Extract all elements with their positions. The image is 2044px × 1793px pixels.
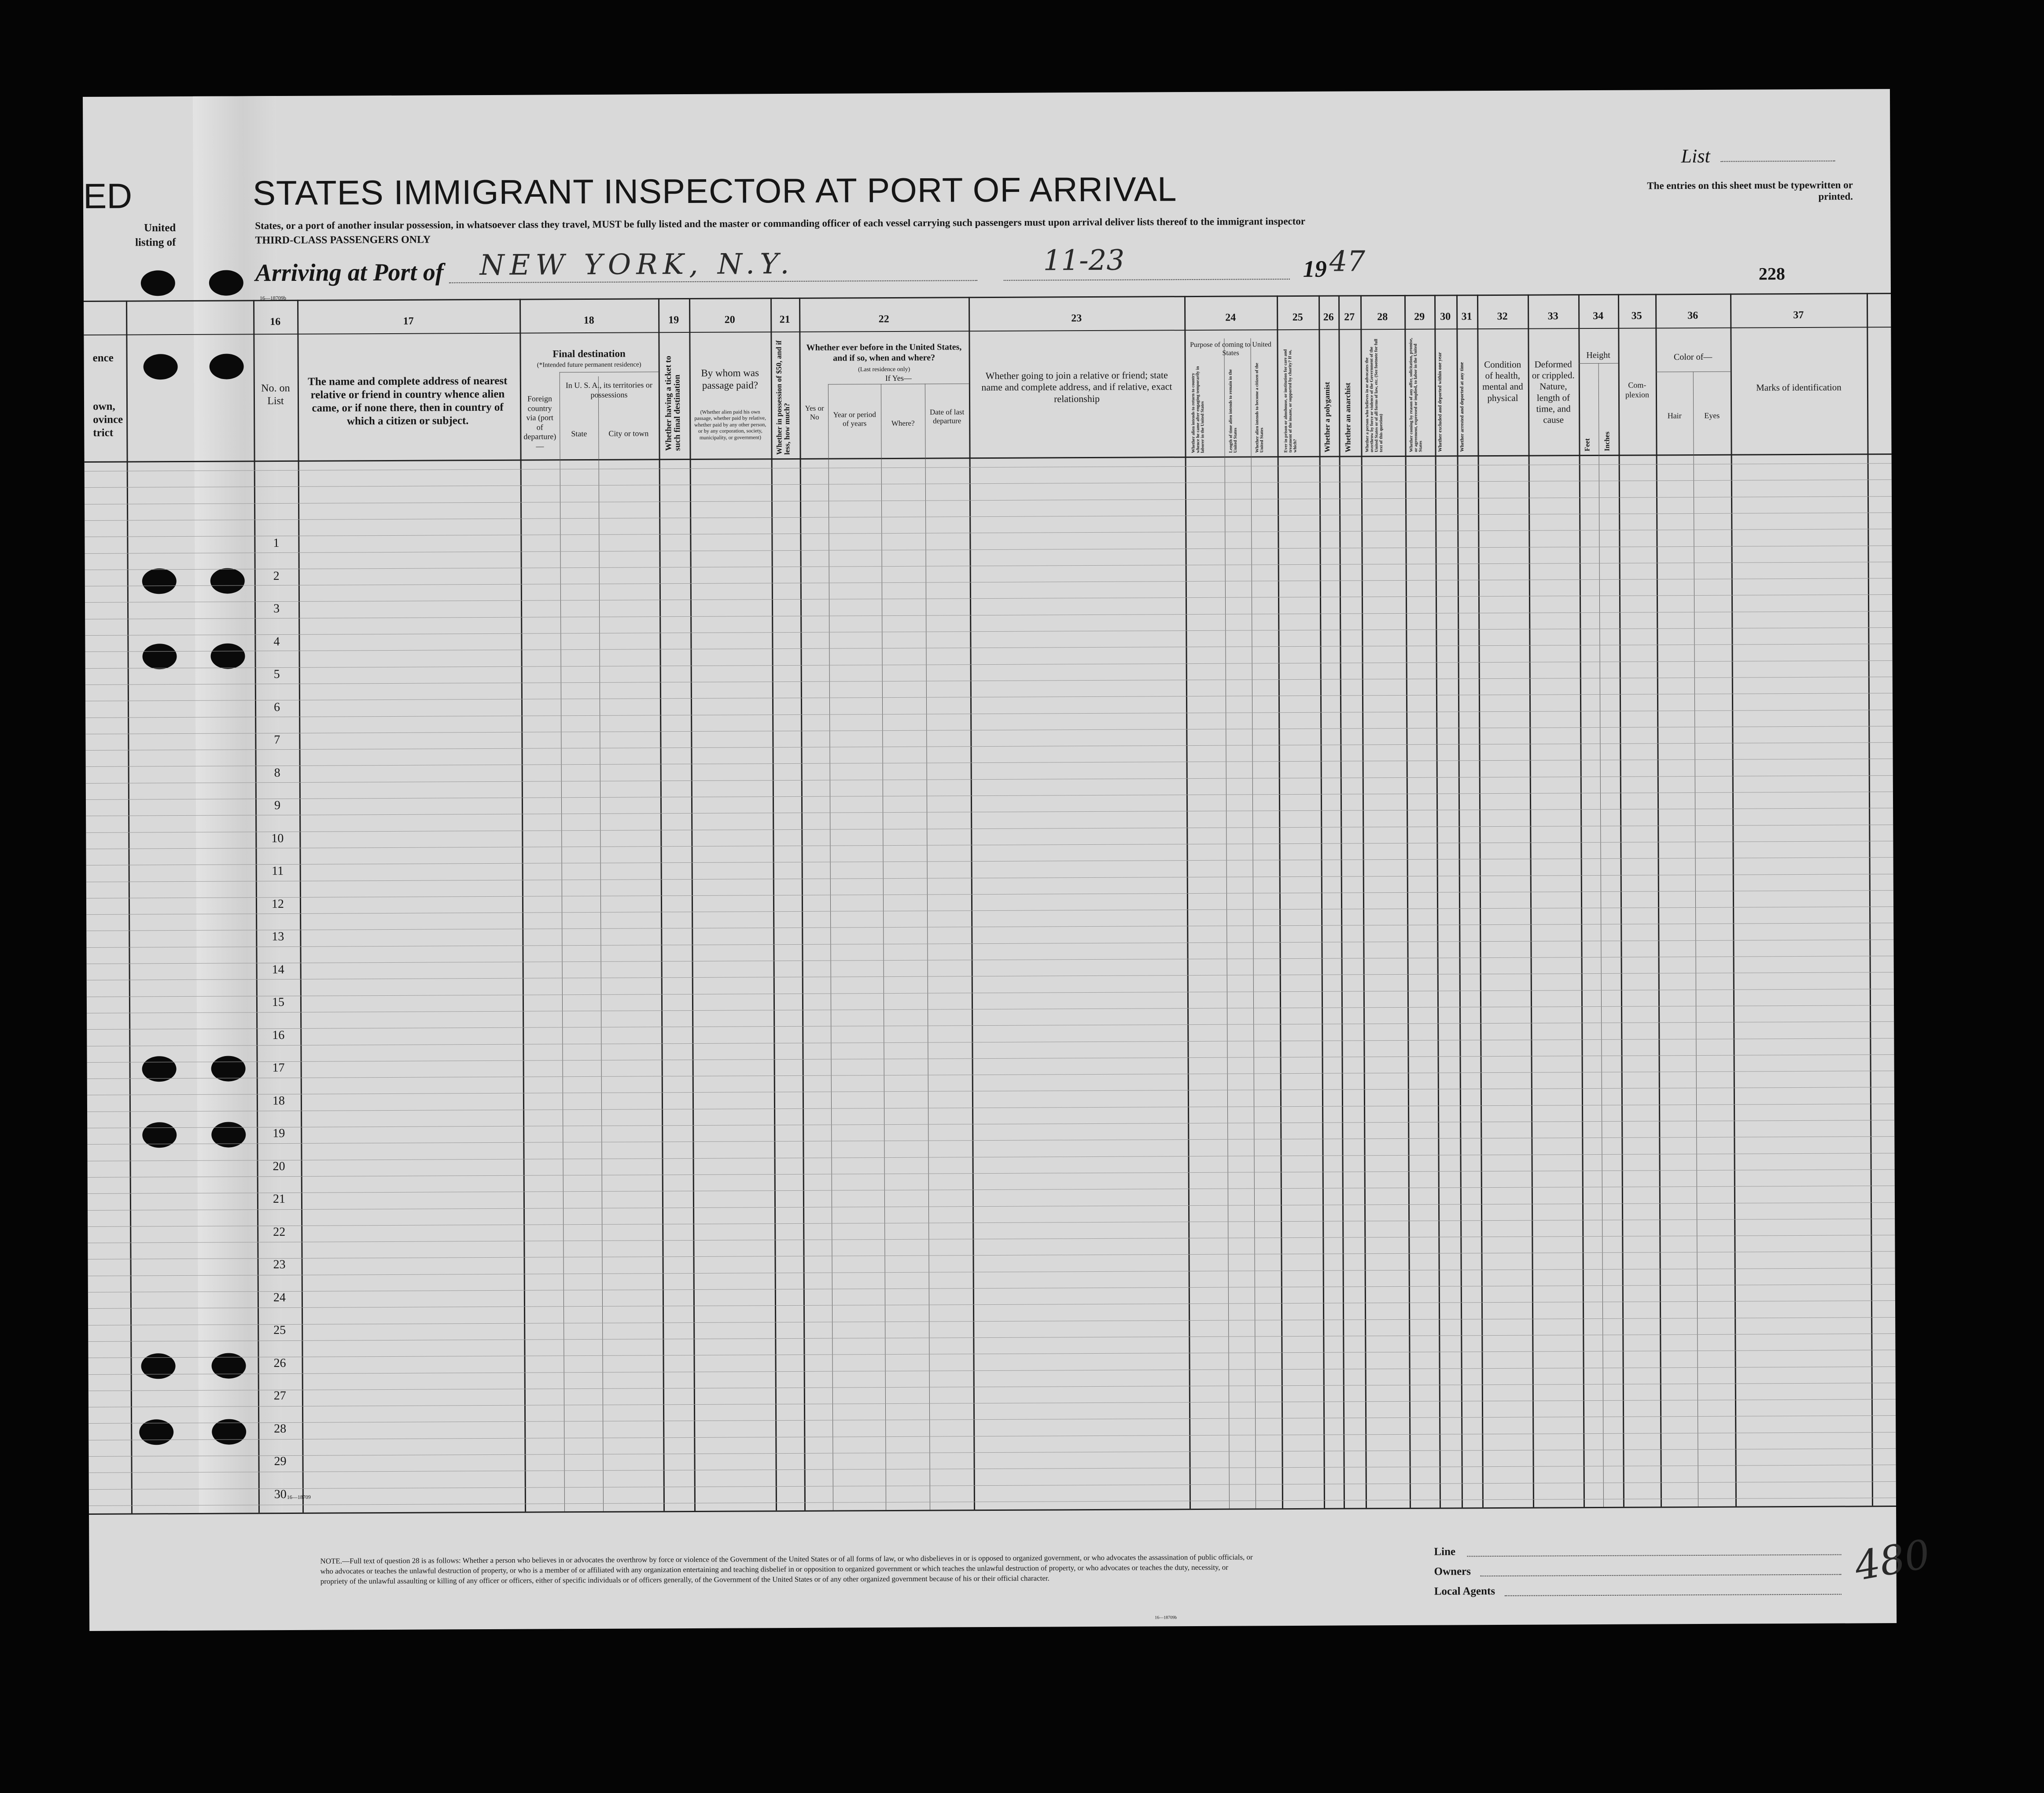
header-arrested: Whether arrested and deported at any time bbox=[1459, 362, 1465, 452]
ruling-line bbox=[86, 775, 1893, 784]
header-excluded: Whether excluded and deported within one year bbox=[1437, 352, 1443, 452]
column-number: 27 bbox=[1344, 311, 1355, 323]
row-number: 22 bbox=[273, 1225, 286, 1239]
ruling-line bbox=[85, 463, 1892, 471]
header-offer-labor: Whether coming by reason of any offer, solicitation, promise, or agreement, expressed or implied, to labor in the United States bbox=[1408, 338, 1423, 452]
header-anarchist: Whether an anarchist bbox=[1343, 383, 1352, 453]
instruction-text: The entries on this sheet must be typewritten or printed. bbox=[1647, 179, 1853, 202]
left-line-2: listing of bbox=[135, 236, 176, 249]
header-purpose-c: Whether alien intends to become a citizen of the United States bbox=[1254, 363, 1265, 453]
left-column-fragment: ence bbox=[92, 352, 114, 364]
ruling-line bbox=[85, 545, 1892, 554]
row-number: 18 bbox=[272, 1093, 285, 1108]
header-deformed: Deformed or crippled. Nature, length of time, and cause bbox=[1532, 359, 1575, 425]
column-number: 22 bbox=[878, 313, 889, 325]
column-number: 16 bbox=[270, 316, 281, 328]
ruling-line bbox=[87, 1038, 1894, 1046]
ruling-line bbox=[88, 1186, 1895, 1194]
row-number: 29 bbox=[274, 1454, 287, 1469]
column-number: 26 bbox=[1323, 311, 1334, 323]
header-purpose-a: Whether alien intends to return to country whence he came after engaging temporarily in laborer in the United States bbox=[1190, 366, 1205, 453]
ruling-line bbox=[85, 726, 1893, 734]
row-number: 20 bbox=[273, 1159, 285, 1173]
header-feet: Feet bbox=[1584, 438, 1591, 452]
header-possession-50: Whether in possession of $50, and if less, how much? bbox=[774, 340, 792, 455]
header-overthrow: Whether a person who believes in or advocates the overthrow by force or violence of the Government of the United States or of all forms of law, etc. (See footnote for full text of this question) bbox=[1364, 339, 1384, 453]
list-label: List bbox=[1681, 145, 1710, 167]
ruling-line bbox=[88, 1415, 1896, 1424]
header-health: Condition of health, mental and physical bbox=[1482, 359, 1523, 403]
ruling-line bbox=[87, 972, 1894, 980]
header-complexion: Com-plexion bbox=[1625, 380, 1650, 399]
column-number: 31 bbox=[1461, 311, 1472, 323]
page-title: STATES IMMIGRANT INSPECTOR AT PORT OF ARRIVAL bbox=[252, 169, 1177, 213]
ruling-line bbox=[86, 857, 1893, 865]
header-join-relative: Whether going to join a relative or friend; state name and complete address, and if relative, exact relationship bbox=[981, 369, 1172, 405]
ruling-line bbox=[85, 496, 1892, 504]
header-ever-before-sub: (Last residence only) bbox=[858, 366, 910, 373]
ruling-line bbox=[86, 808, 1893, 816]
left-column-fragment-3: ovince bbox=[93, 413, 123, 426]
row-number: 5 bbox=[273, 667, 280, 681]
row-number: 30 bbox=[274, 1487, 287, 1501]
header-no-on-list: No. on List bbox=[261, 382, 290, 407]
row-number: 15 bbox=[272, 995, 285, 1009]
header-ticket: Whether having a ticket to such final destination bbox=[663, 356, 682, 451]
row-number: 24 bbox=[273, 1290, 286, 1304]
header-eyes: Eyes bbox=[1704, 411, 1720, 420]
left-column-fragment-2: own, bbox=[93, 400, 115, 412]
manifest-sheet bbox=[83, 89, 1934, 1631]
ruling-line bbox=[88, 1284, 1895, 1292]
header-purpose: Purpose of coming to United States bbox=[1190, 341, 1271, 357]
ruling-line bbox=[88, 1251, 1895, 1259]
ruling-line bbox=[86, 758, 1893, 767]
column-number: 20 bbox=[724, 314, 735, 326]
form-code-top: 16—18709b bbox=[259, 295, 287, 302]
header-final-destination: Final destination bbox=[552, 348, 626, 360]
row-number: 23 bbox=[273, 1258, 286, 1272]
ruling-line bbox=[88, 1399, 1896, 1407]
column-number: 37 bbox=[1793, 309, 1804, 321]
row-number: 6 bbox=[273, 700, 280, 714]
ruling-line bbox=[85, 644, 1892, 652]
ruling-line bbox=[85, 479, 1892, 488]
row-number: 1 bbox=[273, 536, 280, 550]
sheet-number: 228 bbox=[1758, 264, 1785, 284]
ruling-line bbox=[85, 742, 1893, 751]
column-number: 29 bbox=[1414, 311, 1425, 323]
column-number: 23 bbox=[1071, 313, 1082, 324]
owners-label: Owners bbox=[1434, 1565, 1471, 1578]
ruling-line bbox=[87, 1136, 1894, 1145]
row-number: 12 bbox=[271, 897, 284, 911]
header-state: State bbox=[571, 429, 587, 438]
header-passage-paid: By whom was passage paid? bbox=[701, 367, 759, 391]
column-number: 18 bbox=[583, 314, 594, 327]
header-foreign-country: Foreign country via (port of departure)— bbox=[523, 394, 556, 451]
header-in-usa: In U. S. A., its territories or possessions bbox=[565, 380, 652, 399]
ruling-line bbox=[88, 1300, 1895, 1309]
header-color: Color of— bbox=[1673, 352, 1713, 362]
ruling-line bbox=[87, 1005, 1894, 1013]
header-height: Height bbox=[1586, 350, 1610, 361]
column-number: 35 bbox=[1631, 310, 1642, 322]
line-label: Line bbox=[1434, 1546, 1456, 1558]
header-nearest-relative: The name and complete address of nearest relative or friend in country whence alien came, or if none there, then in country of which a citizen or subject. bbox=[308, 375, 508, 427]
ruling-line bbox=[86, 825, 1893, 833]
ruling-line bbox=[85, 562, 1892, 570]
ruling-line bbox=[87, 956, 1894, 964]
row-number: 28 bbox=[274, 1421, 287, 1436]
ruling-line bbox=[85, 512, 1892, 521]
row-number: 16 bbox=[272, 1028, 285, 1042]
header-date-departure: Date of last departure bbox=[929, 408, 965, 425]
ruling-line bbox=[86, 841, 1893, 849]
header-inches: Inches bbox=[1603, 431, 1611, 451]
ruling-line bbox=[87, 1071, 1894, 1079]
ruling-line bbox=[85, 627, 1892, 636]
footnote-code: 16—18709b bbox=[1155, 1615, 1177, 1620]
ruling-line bbox=[87, 1087, 1894, 1095]
header-if-yes: If Yes— bbox=[885, 373, 912, 383]
column-number: 25 bbox=[1292, 311, 1303, 324]
column-number: 34 bbox=[1593, 310, 1604, 322]
manifest-rows bbox=[83, 89, 1897, 1631]
ruling-line bbox=[85, 594, 1892, 603]
header-prison: Ever in prison or almshouse, or institution for care and treatment of the insane, or supported by charity? If so, which? bbox=[1283, 349, 1298, 453]
year-prefix: 19 bbox=[1303, 255, 1327, 282]
row-number: 2 bbox=[273, 569, 280, 583]
arriving-label: Arriving at Port of bbox=[255, 258, 444, 287]
header-yes-no: Yes or No bbox=[805, 404, 824, 422]
ruling-line bbox=[86, 792, 1893, 800]
header-final-destination-sub: (*Intended future permanent residence) bbox=[537, 361, 641, 369]
ruling-line bbox=[85, 693, 1893, 701]
row-number: 8 bbox=[274, 766, 280, 780]
ruling-line bbox=[88, 1448, 1896, 1457]
year-value: 47 bbox=[1329, 245, 1366, 278]
handwritten-number: 480 bbox=[1851, 1531, 1934, 1590]
header-where: Where? bbox=[891, 419, 915, 427]
ruling-line bbox=[85, 710, 1893, 718]
header-purpose-b: Length of time alien intends to remain in the United States bbox=[1228, 369, 1238, 453]
row-number: 25 bbox=[273, 1323, 286, 1337]
ruling-line bbox=[88, 1268, 1895, 1276]
ruling-line bbox=[85, 529, 1892, 537]
ruling-line bbox=[87, 1104, 1894, 1112]
ruling-line bbox=[88, 1350, 1895, 1358]
local-agents-label: Local Agents bbox=[1434, 1585, 1495, 1598]
ruling-line bbox=[87, 989, 1894, 997]
ruling-line bbox=[85, 660, 1893, 669]
row-number: 10 bbox=[271, 831, 284, 845]
passenger-class: THIRD-CLASS PASSENGERS ONLY bbox=[255, 234, 431, 247]
ruling-line bbox=[85, 611, 1892, 619]
header-marks: Marks of identification bbox=[1756, 382, 1841, 393]
port-value: NEW YORK, N.Y. bbox=[479, 247, 795, 282]
ruling-line bbox=[85, 677, 1893, 685]
ruling-line bbox=[88, 1202, 1895, 1211]
ruling-line bbox=[89, 1498, 1896, 1506]
ruling-line bbox=[88, 1333, 1895, 1342]
row-number: 11 bbox=[272, 864, 284, 878]
row-number: 26 bbox=[273, 1356, 286, 1370]
row-number: 9 bbox=[274, 799, 281, 813]
column-number: 36 bbox=[1687, 309, 1698, 322]
ruling-line bbox=[88, 1383, 1896, 1391]
column-number: 17 bbox=[403, 315, 414, 327]
column-number: 28 bbox=[1377, 311, 1388, 323]
row-number: 13 bbox=[272, 930, 284, 944]
ruling-line bbox=[86, 890, 1893, 898]
ruling-line bbox=[86, 906, 1893, 915]
footnote: NOTE.—Full text of question 28 is as follows: Whether a person who believes in or advocates the overthrow by force or violence of the Government of the United States or of all forms of law, or who disbelieves in or is opposed to organized government, or who advocates the assassination of public officials, or who advocates or teaches the unlawful destruction of property, or who is a member of or affiliated with any organization entertaining and teaching disbelief in or opposition to organized government or which teaches the unlawful destruction of property, or who advocates or teaches the duty, necessity, or propriety of the unlawful assaulting or killing of any officer or officers, either of specific individuals or of officers generally, of the Government of the United States or of any other organized government because of his or their official character. bbox=[320, 1553, 1253, 1586]
header-ever-before: Whether ever before in the United States, and if so, when and where? bbox=[806, 342, 962, 363]
ruling-line bbox=[88, 1432, 1896, 1440]
header-year: Year or period of years bbox=[833, 410, 876, 428]
header-city: City or town bbox=[608, 429, 649, 438]
row-number: 17 bbox=[272, 1061, 285, 1075]
row-number: 27 bbox=[273, 1389, 286, 1403]
column-number: 30 bbox=[1440, 311, 1451, 323]
row-number: 19 bbox=[273, 1127, 285, 1141]
ruling-line bbox=[88, 1169, 1895, 1178]
page-subtitle: States, or a port of another insular possession, in whatsoever class they travel, MUST be fully listed and the master or commanding officer of each vessel carrying such passengers must upon arrival deliver lists thereof to the immigrant inspector bbox=[255, 215, 1306, 232]
ruling-line bbox=[86, 923, 1893, 931]
left-title-fragment: ED bbox=[83, 176, 133, 216]
row-number: 21 bbox=[273, 1192, 285, 1206]
column-number: 32 bbox=[1497, 310, 1508, 322]
column-number: 33 bbox=[1547, 310, 1558, 322]
date-value: 11-23 bbox=[1043, 244, 1125, 277]
ruling-line bbox=[87, 1054, 1894, 1063]
ruling-line bbox=[88, 1153, 1895, 1161]
row-number: 4 bbox=[273, 634, 280, 648]
ruling-line bbox=[88, 1219, 1895, 1227]
ruling-line bbox=[88, 1366, 1896, 1375]
column-number: 24 bbox=[1225, 312, 1236, 324]
ruling-line bbox=[85, 578, 1892, 586]
column-number: 19 bbox=[668, 314, 679, 326]
left-line-1: United bbox=[144, 222, 176, 234]
header-polygamist: Whether a polygamist bbox=[1322, 382, 1332, 453]
row-number: 3 bbox=[273, 602, 280, 616]
ruling-line bbox=[89, 1481, 1896, 1490]
column-number: 21 bbox=[779, 313, 790, 326]
form-code-bottom: 16—18709 bbox=[287, 1494, 311, 1501]
left-column-fragment-4: trict bbox=[93, 427, 114, 439]
ruling-line bbox=[87, 1021, 1894, 1030]
header-hair: Hair bbox=[1667, 411, 1682, 420]
ruling-line bbox=[89, 1465, 1896, 1473]
ruling-line bbox=[87, 1120, 1894, 1128]
row-number: 7 bbox=[274, 733, 280, 747]
ruling-line bbox=[86, 939, 1893, 948]
ruling-line bbox=[88, 1317, 1895, 1325]
row-number: 14 bbox=[272, 962, 284, 976]
header-passage-paid-sub: (Whether alien paid his own passage, whether paid by relative, whether paid by any other person, or by any corporation, society, municipality, or government) bbox=[694, 409, 766, 441]
ruling-line bbox=[88, 1235, 1895, 1243]
ruling-line bbox=[86, 874, 1893, 882]
